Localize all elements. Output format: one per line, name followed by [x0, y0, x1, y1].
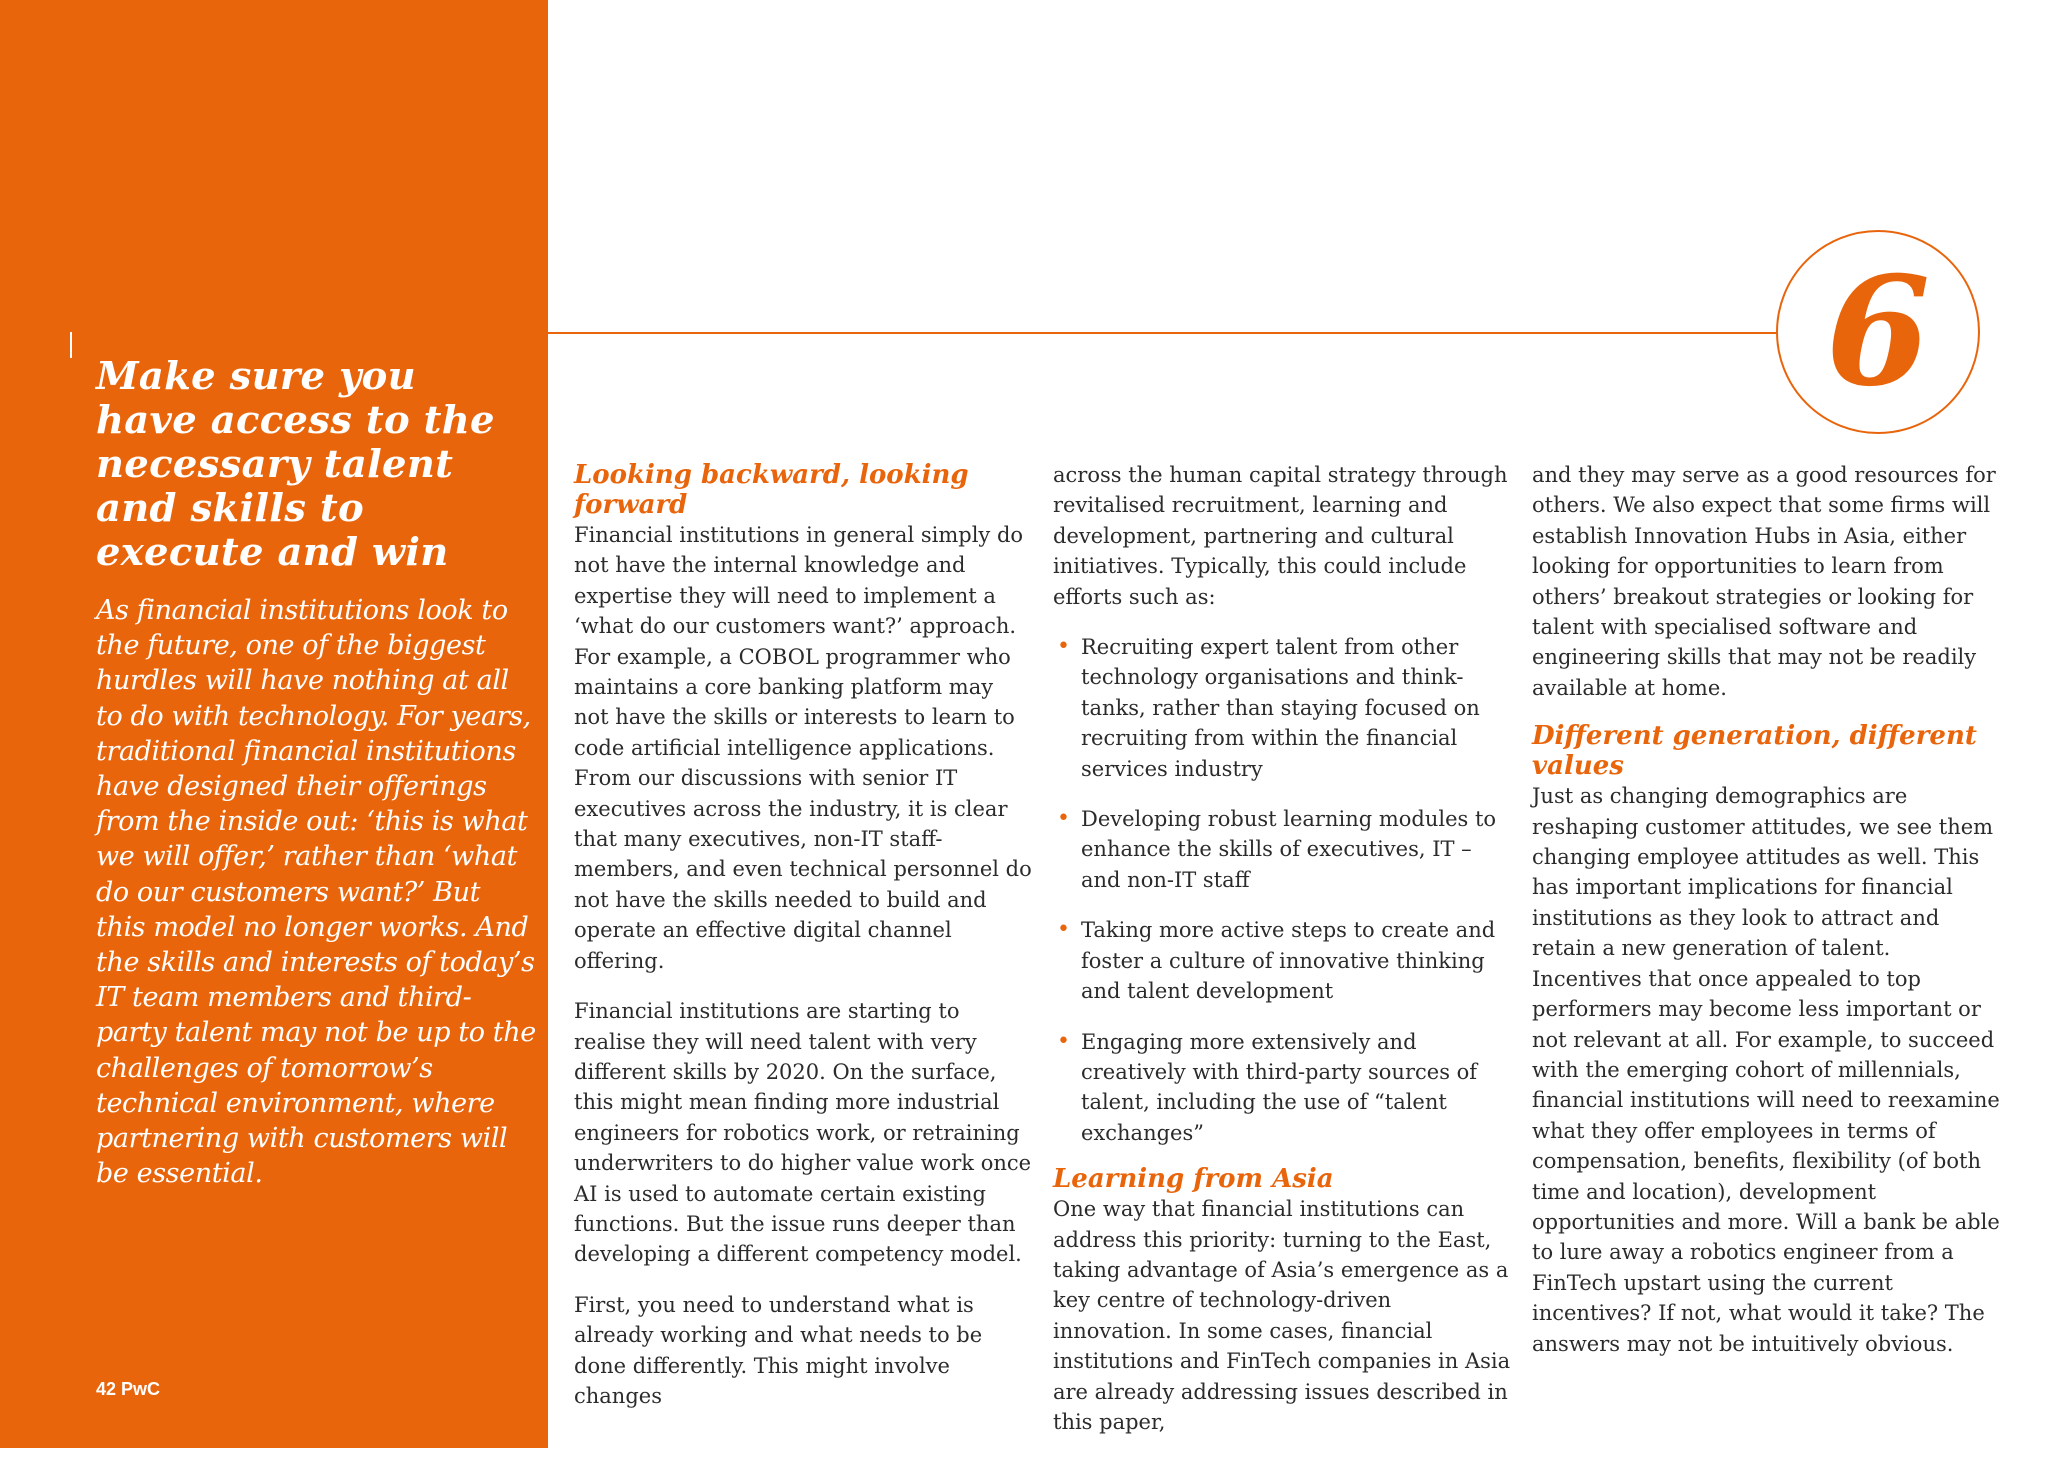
column-3: [1532, 460, 2002, 1379]
intro-text: As financial institutions look to the future, one of the biggest hurdles will have nothing at all to do with technology. For years, traditional financial institutions have designed their offerings from the inside out: ‘this is what we will offer,’ rather than ‘what do our customers want?’ But this model no longer works. And the skills and interests of today’s IT team members and third-party talent may not be up to the challenges of tomorrow’s technical environment, where partnering with customers will be essential.: [96, 595, 536, 1190]
page-footer: 42 PwC: [96, 1379, 161, 1399]
section-rule: [70, 332, 1780, 334]
rule-tick: [70, 332, 72, 358]
list-item: • Recruiting expert talent from other technology organisations and think-tanks, rather than staying focused on recruiting from within the financial services industry: [1057, 634, 1480, 781]
heading-learning-from-asia: Learning from Asia: [1053, 1164, 1334, 1195]
col3-paragraph-1: and they may serve as a good resources for others. We also expect that some firms will establish Innovation Hubs in Asia, either looking for opportunities to learn from others’ breakout strategies or looking for talent with specialised software and engineering skills that may not be readily available at home.: [1532, 463, 1996, 700]
section-number: 6: [1825, 244, 1931, 420]
page-title: Make sure you have access to the necessary talent and skills to execute and win: [96, 354, 495, 575]
heading-looking-backward: Looking backward, looking forward: [574, 460, 969, 520]
col1-paragraph-2: Financial institutions are starting to realise they will need talent with very different skills by 2020. On the surface, this might mean finding more industrial engineers for robotics work, or retraining underwriters to do higher value work once AI is used to automate certain existing functions. But the issue runs deeper than developing a different competency model.: [574, 999, 1032, 1267]
bullet-icon: •: [1057, 917, 1070, 943]
col2-paragraph-2: One way that financial institutions can address this priority: turning to the East, taking advantage of Asia’s emergence as a key centre of technology-driven innovation. In some cases, financial institutions and FinTech companies in Asia are already addressing issues described in this paper,: [1053, 1197, 1511, 1434]
list-item: • Engaging more extensively and creatively with third-party sources of talent, including the use of “talent exchanges”: [1057, 1028, 1478, 1145]
col2-paragraph-1: across the human capital strategy through revitalised recruitment, learning and development, partnering and cultural initiatives. Typically, this could include efforts such as:: [1053, 463, 1508, 609]
list-item: • Developing robust learning modules to enhance the skills of executives, IT – and non-IT staff: [1057, 806, 1497, 892]
heading-different-generation: Different generation, different values: [1532, 721, 1977, 782]
bullet-icon: •: [1057, 634, 1070, 660]
column-2: [1053, 460, 1513, 1457]
bullet-icon: •: [1057, 806, 1070, 832]
list-item: • Taking more active steps to create and foster a culture of innovative thinking and talent development: [1057, 917, 1496, 1004]
efforts-list: [1053, 632, 1513, 1148]
bullet-icon: •: [1057, 1028, 1070, 1054]
col1-paragraph-3: First, you need to understand what is already working and what needs to be done differently. This might involve changes: [574, 1292, 983, 1408]
col1-paragraph-1: Financial institutions in general simply do not have the internal knowledge and expertise they will need to implement a ‘what do our customers want?’ approach. For example, a COBOL programmer who maintains a core banking platform may not have the skills or interests to learn to code artificial intelligence applications. From our discussions with senior IT executives across the industry, it is clear that many executives, non-IT staff-members, and even technical personnel do not have the skills needed to build and operate an effective digital channel offering.: [574, 523, 1032, 973]
column-1: [574, 460, 1034, 1431]
col3-paragraph-2: Just as changing demographics are reshaping customer attitudes, we see them changing employee attitudes as well. This has important implications for financial institutions as they look to attract and retain a new generation of talent. Incentives that once appealed to top performers may become less important or not relevant at all. For example, to succeed with the emerging cohort of millennials, financial institutions will need to reexamine what they offer employees in terms of compensation, benefits, flexibility (of both time and location), development opportunities and more. Will a bank be able to lure away a robotics engineer from a FinTech upstart using the current incentives? If not, what would it take? The answers may not be intuitively obvious.: [1532, 784, 2000, 1356]
